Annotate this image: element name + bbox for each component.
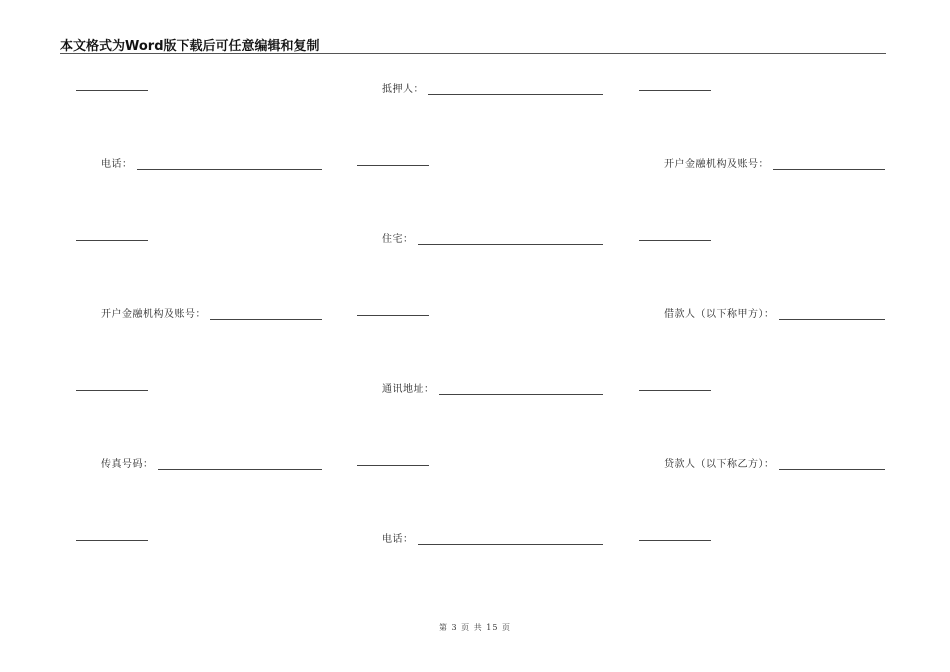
blank-line[interactable] — [76, 379, 148, 391]
bank-account-input-line[interactable] — [773, 158, 885, 170]
residence-input-line[interactable] — [418, 233, 604, 245]
blank-line[interactable] — [357, 304, 429, 316]
pledgor-label: 抵押人： — [382, 84, 424, 95]
residence-label: 住宅： — [382, 234, 414, 245]
form-row-1 — [0, 79, 950, 99]
header-title: 本文格式为Word版下载后可任意编辑和复制 — [60, 39, 320, 54]
blank-line[interactable] — [76, 79, 148, 91]
phone-field[interactable] — [382, 529, 603, 545]
page-header — [60, 35, 886, 54]
mailing-address-label: 通讯地址： — [382, 384, 435, 395]
phone-input-line[interactable] — [418, 533, 604, 545]
blank-line[interactable] — [76, 229, 148, 241]
borrower-field[interactable] — [664, 304, 885, 320]
phone-label: 电话： — [101, 159, 133, 170]
blank-line[interactable] — [357, 454, 429, 466]
borrower-label: 借款人（以下称甲方）： — [664, 309, 775, 320]
fax-field[interactable] — [101, 454, 322, 470]
form-row-5 — [0, 379, 950, 399]
phone-field[interactable] — [101, 154, 322, 170]
form-row-4 — [0, 304, 950, 324]
form-row-2 — [0, 154, 950, 174]
form-row-6 — [0, 454, 950, 474]
lender-field[interactable] — [664, 454, 885, 470]
blank-line[interactable] — [639, 79, 711, 91]
phone-input-line[interactable] — [137, 158, 323, 170]
pledgor-field[interactable] — [382, 79, 603, 95]
lender-input-line[interactable] — [779, 458, 886, 470]
blank-line[interactable] — [639, 229, 711, 241]
blank-line[interactable] — [639, 379, 711, 391]
fax-label: 传真号码： — [101, 459, 154, 470]
pledgor-input-line[interactable] — [428, 83, 603, 95]
lender-label: 贷款人（以下称乙方）： — [664, 459, 775, 470]
mailing-address-field[interactable] — [382, 379, 603, 395]
blank-line[interactable] — [76, 529, 148, 541]
residence-field[interactable] — [382, 229, 603, 245]
bank-account-input-line[interactable] — [210, 308, 322, 320]
page-number: 第 3 页 共 15 页 — [439, 623, 511, 632]
borrower-input-line[interactable] — [779, 308, 886, 320]
bank-account-label: 开户金融机构及账号： — [101, 309, 206, 320]
phone-label: 电话： — [382, 534, 414, 545]
form-row-7 — [0, 529, 950, 549]
fax-input-line[interactable] — [158, 458, 323, 470]
bank-account-field[interactable] — [101, 304, 322, 320]
blank-line[interactable] — [357, 154, 429, 166]
blank-line[interactable] — [639, 529, 711, 541]
bank-account-label: 开户金融机构及账号： — [664, 159, 769, 170]
mailing-address-input-line[interactable] — [439, 383, 604, 395]
form-row-3 — [0, 229, 950, 249]
bank-account-field[interactable] — [664, 154, 885, 170]
